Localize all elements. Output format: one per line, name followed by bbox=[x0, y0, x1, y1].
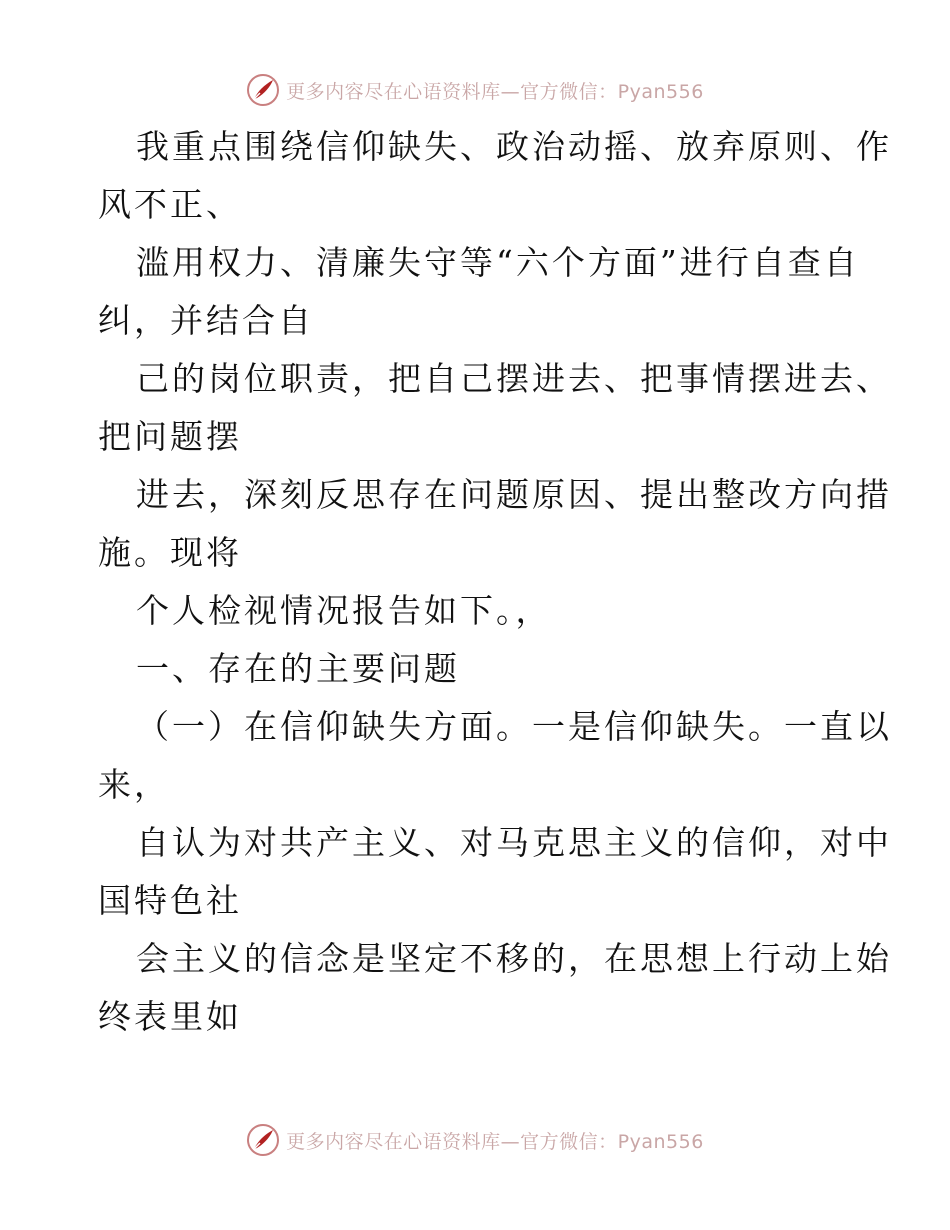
text-line: 纠，并结合自 bbox=[98, 301, 314, 340]
text-line: 己的岗位职责，把自己摆进去、把事情摆进去、 bbox=[136, 359, 892, 398]
text-line: 把问题摆 bbox=[98, 417, 242, 456]
text-line: 我重点围绕信仰缺失、政治动摇、放弃原则、作 bbox=[136, 127, 892, 166]
text-line: （一）在信仰缺失方面。一是信仰缺失。一直以 bbox=[136, 707, 892, 746]
text-line: 自认为对共产主义、对马克思主义的信仰，对中 bbox=[136, 823, 892, 862]
text-line: 会主义的信念是坚定不移的，在思想上行动上始 bbox=[136, 939, 892, 978]
text-line: 来， bbox=[98, 765, 170, 804]
header-watermark bbox=[0, 70, 950, 110]
text-line: 滥用权力、清廉失守等“六个方面”进行自查自 bbox=[136, 243, 860, 282]
quill-logo-icon bbox=[246, 1123, 280, 1157]
text-line: 风不正、 bbox=[98, 185, 242, 224]
text-line: 国特色社 bbox=[98, 881, 242, 920]
footer-watermark bbox=[0, 1120, 950, 1160]
section-heading: 一、存在的主要问题 bbox=[136, 649, 460, 688]
text-line: 施。现将 bbox=[98, 533, 242, 572]
text-line: 个人检视情况报告如下。， bbox=[136, 591, 552, 630]
watermark-text: 更多内容尽在心语资料库—官方微信：Pyan556 bbox=[286, 1130, 704, 1153]
text-line: 进去，深刻反思存在问题原因、提出整改方向措 bbox=[136, 475, 892, 514]
text-line: 终表里如 bbox=[98, 997, 242, 1036]
quill-logo-icon bbox=[246, 73, 280, 107]
watermark-text: 更多内容尽在心语资料库—官方微信：Pyan556 bbox=[286, 80, 704, 103]
document-body bbox=[98, 118, 892, 1046]
